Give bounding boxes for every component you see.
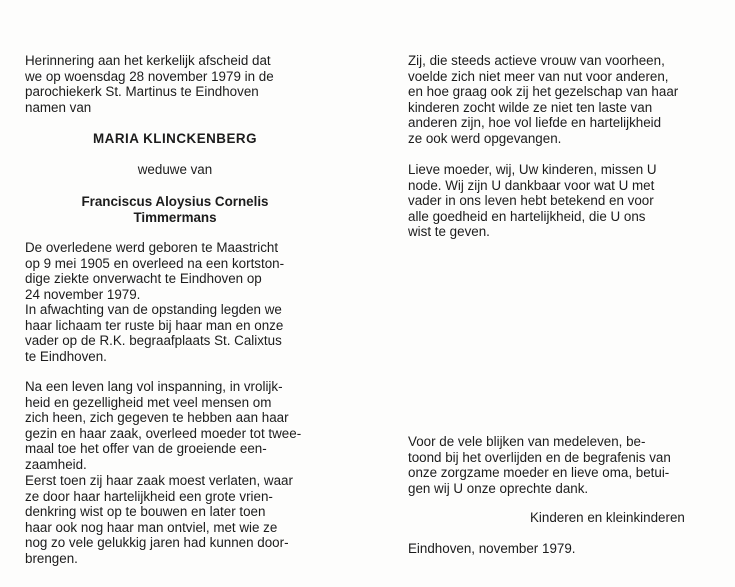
active-woman-paragraph: Zij, die steeds actieve vrouw van voorheen, voelde zich niet meer van nut voor anderen, en hoe graag ook zij het gezelschap van haar kinderen zocht wilde ze niet ten laste van anderen zijn, hoe vol liefde en hartelijkheid ze ook werd opgevangen. [408,53,679,146]
later-years-paragraph: Eerst toen zij haar zaak moest verlaten, waar ze door haar hartelijkheid een grote vrien- denkring wist op te bouwen en later toen haar ook nog haar man ontviel, met wie ze nog zo vele gelukkig jaren had kunnen door- brengen. [25,473,293,566]
burial-paragraph: In afwachting van de opstanding legden we haar lichaam ter ruste bij haar man en onze vader op de R.K. begraafplaats St. Calixtus te Eindhoven. [25,302,284,364]
signoff: Kinderen en kleinkinderen [530,510,685,525]
thanks-paragraph: Voor de vele blijken van medeleven, be- toond bij het overlijden en de begrafenis van onze zorgzame moeder en lieve oma, betui- gen wij U onze oprechte dank. [408,434,671,496]
widow-of-label: weduwe van [137,162,213,177]
deceased-name: MARIA KLINCKENBERG [93,131,257,146]
husband-name-line2: Timmermans [133,210,217,225]
intro-paragraph: Herinnering aan het kerkelijk afscheid dat we op woensdag 28 november 1979 in de parochiekerk St. Martinus te Eindhoven namen van [25,53,274,115]
children-paragraph: Lieve moeder, wij, Uw kinderen, missen U node. Wij zijn U dankbaar voor wat U met vader in ons leven hebt betekend en voor alle goedheid en hartelijkheid, die U ons wist te geven. [408,162,657,240]
place-and-date: Eindhoven, november 1979. [408,541,576,556]
life-paragraph: Na een leven lang vol inspanning, in vrolijk- heid en gezelligheid met veel mensen om zich heen, zich gegeven te hebben aan haar gezin en haar zaak, overleed moeder tot twee- maal toe het offer van de groeiende een- zaamheid. [25,379,302,472]
husband-name-line1: Franciscus Aloysius Cornelis [81,194,269,209]
birth-death-paragraph: De overledene werd geboren te Maastricht op 9 mei 1905 en overleed na een kortston- dige ziekte onverwacht te Eindhoven op 24 november 1979. [25,240,285,302]
